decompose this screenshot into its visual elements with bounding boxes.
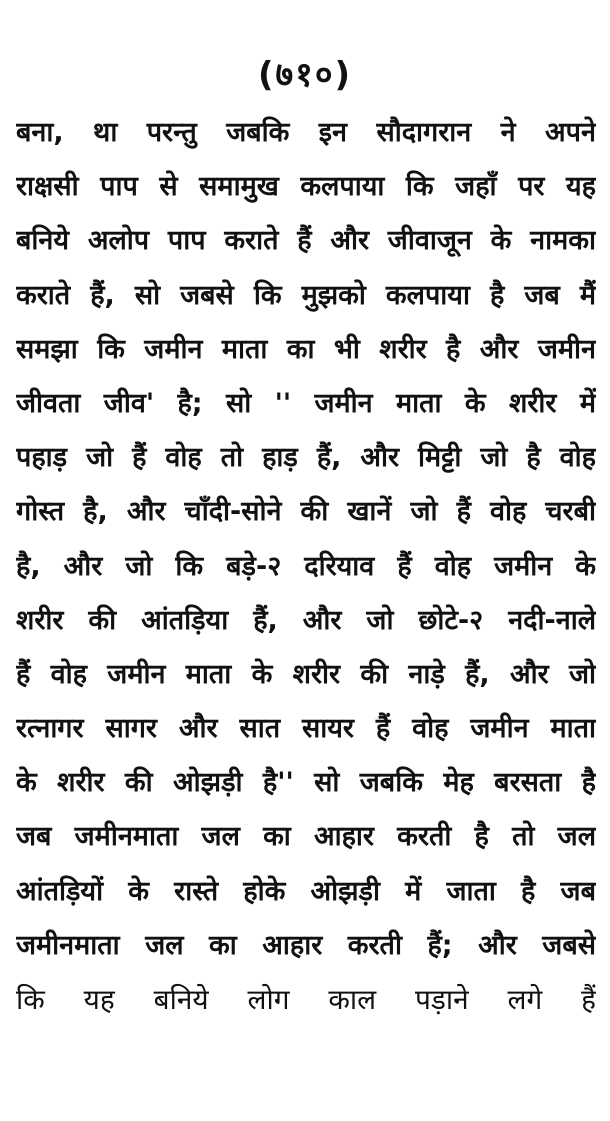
text-line: हैं वोह जमीन माता के शरीर की नाड़े हैं, और जो	[16, 658, 596, 690]
text-line: बना, था परन्तु जबकि इन सौदागरान ने अपने	[16, 117, 596, 148]
text-line: है, और जो कि बड़े-२ दरियाव हैं वोह जमीन के	[16, 550, 596, 582]
text-line: गोस्त है, और चाँदी-सोने की खानें जो हैं वोह चरबी	[16, 496, 596, 528]
text-line: जीवता जीव' है; सो '' जमीन माता के शरीर में	[16, 387, 596, 419]
text-line: शरीर की आंतड़िया हैं, और जो छोटे-२ नदी-नाले	[16, 604, 596, 636]
body-text	[16, 106, 596, 1027]
text-line: समझा कि जमीन माता का भी शरीर है और जमीन	[16, 333, 596, 365]
text-line: जमीनमाता जल का आहार करती हैं; और जबसे	[16, 929, 596, 961]
text-line: के शरीर की ओझड़ी है'' सो जबकि मेह बरसता है	[16, 767, 596, 799]
text-line: पहाड़ जो हैं वोह तो हाड़ हैं, और मिट्टी जो है वोह	[16, 442, 596, 474]
text-line: रत्नागर सागर और सात सायर हैं वोह जमीन माता	[16, 713, 596, 745]
page-number: (७१०)	[257, 55, 353, 95]
text-line: बनिये अलोप पाप कराते हैं और जीवाजून के नामका	[16, 225, 596, 257]
text-line: राक्षसी पाप से समामुख कलपाया कि जहाँ पर यह	[16, 171, 596, 203]
text-line: कि यह बनिये लोग काल पड़ाने लगे हैं	[16, 983, 596, 1016]
text-line: जब जमीनमाता जल का आहार करती है तो जल	[16, 821, 596, 853]
text-line: आंतड़ियों के रास्ते होके ओझड़ी में जाता है जब	[16, 875, 596, 907]
text-line: कराते हैं, सो जबसे कि मुझको कलपाया है जब मैं	[16, 279, 596, 311]
